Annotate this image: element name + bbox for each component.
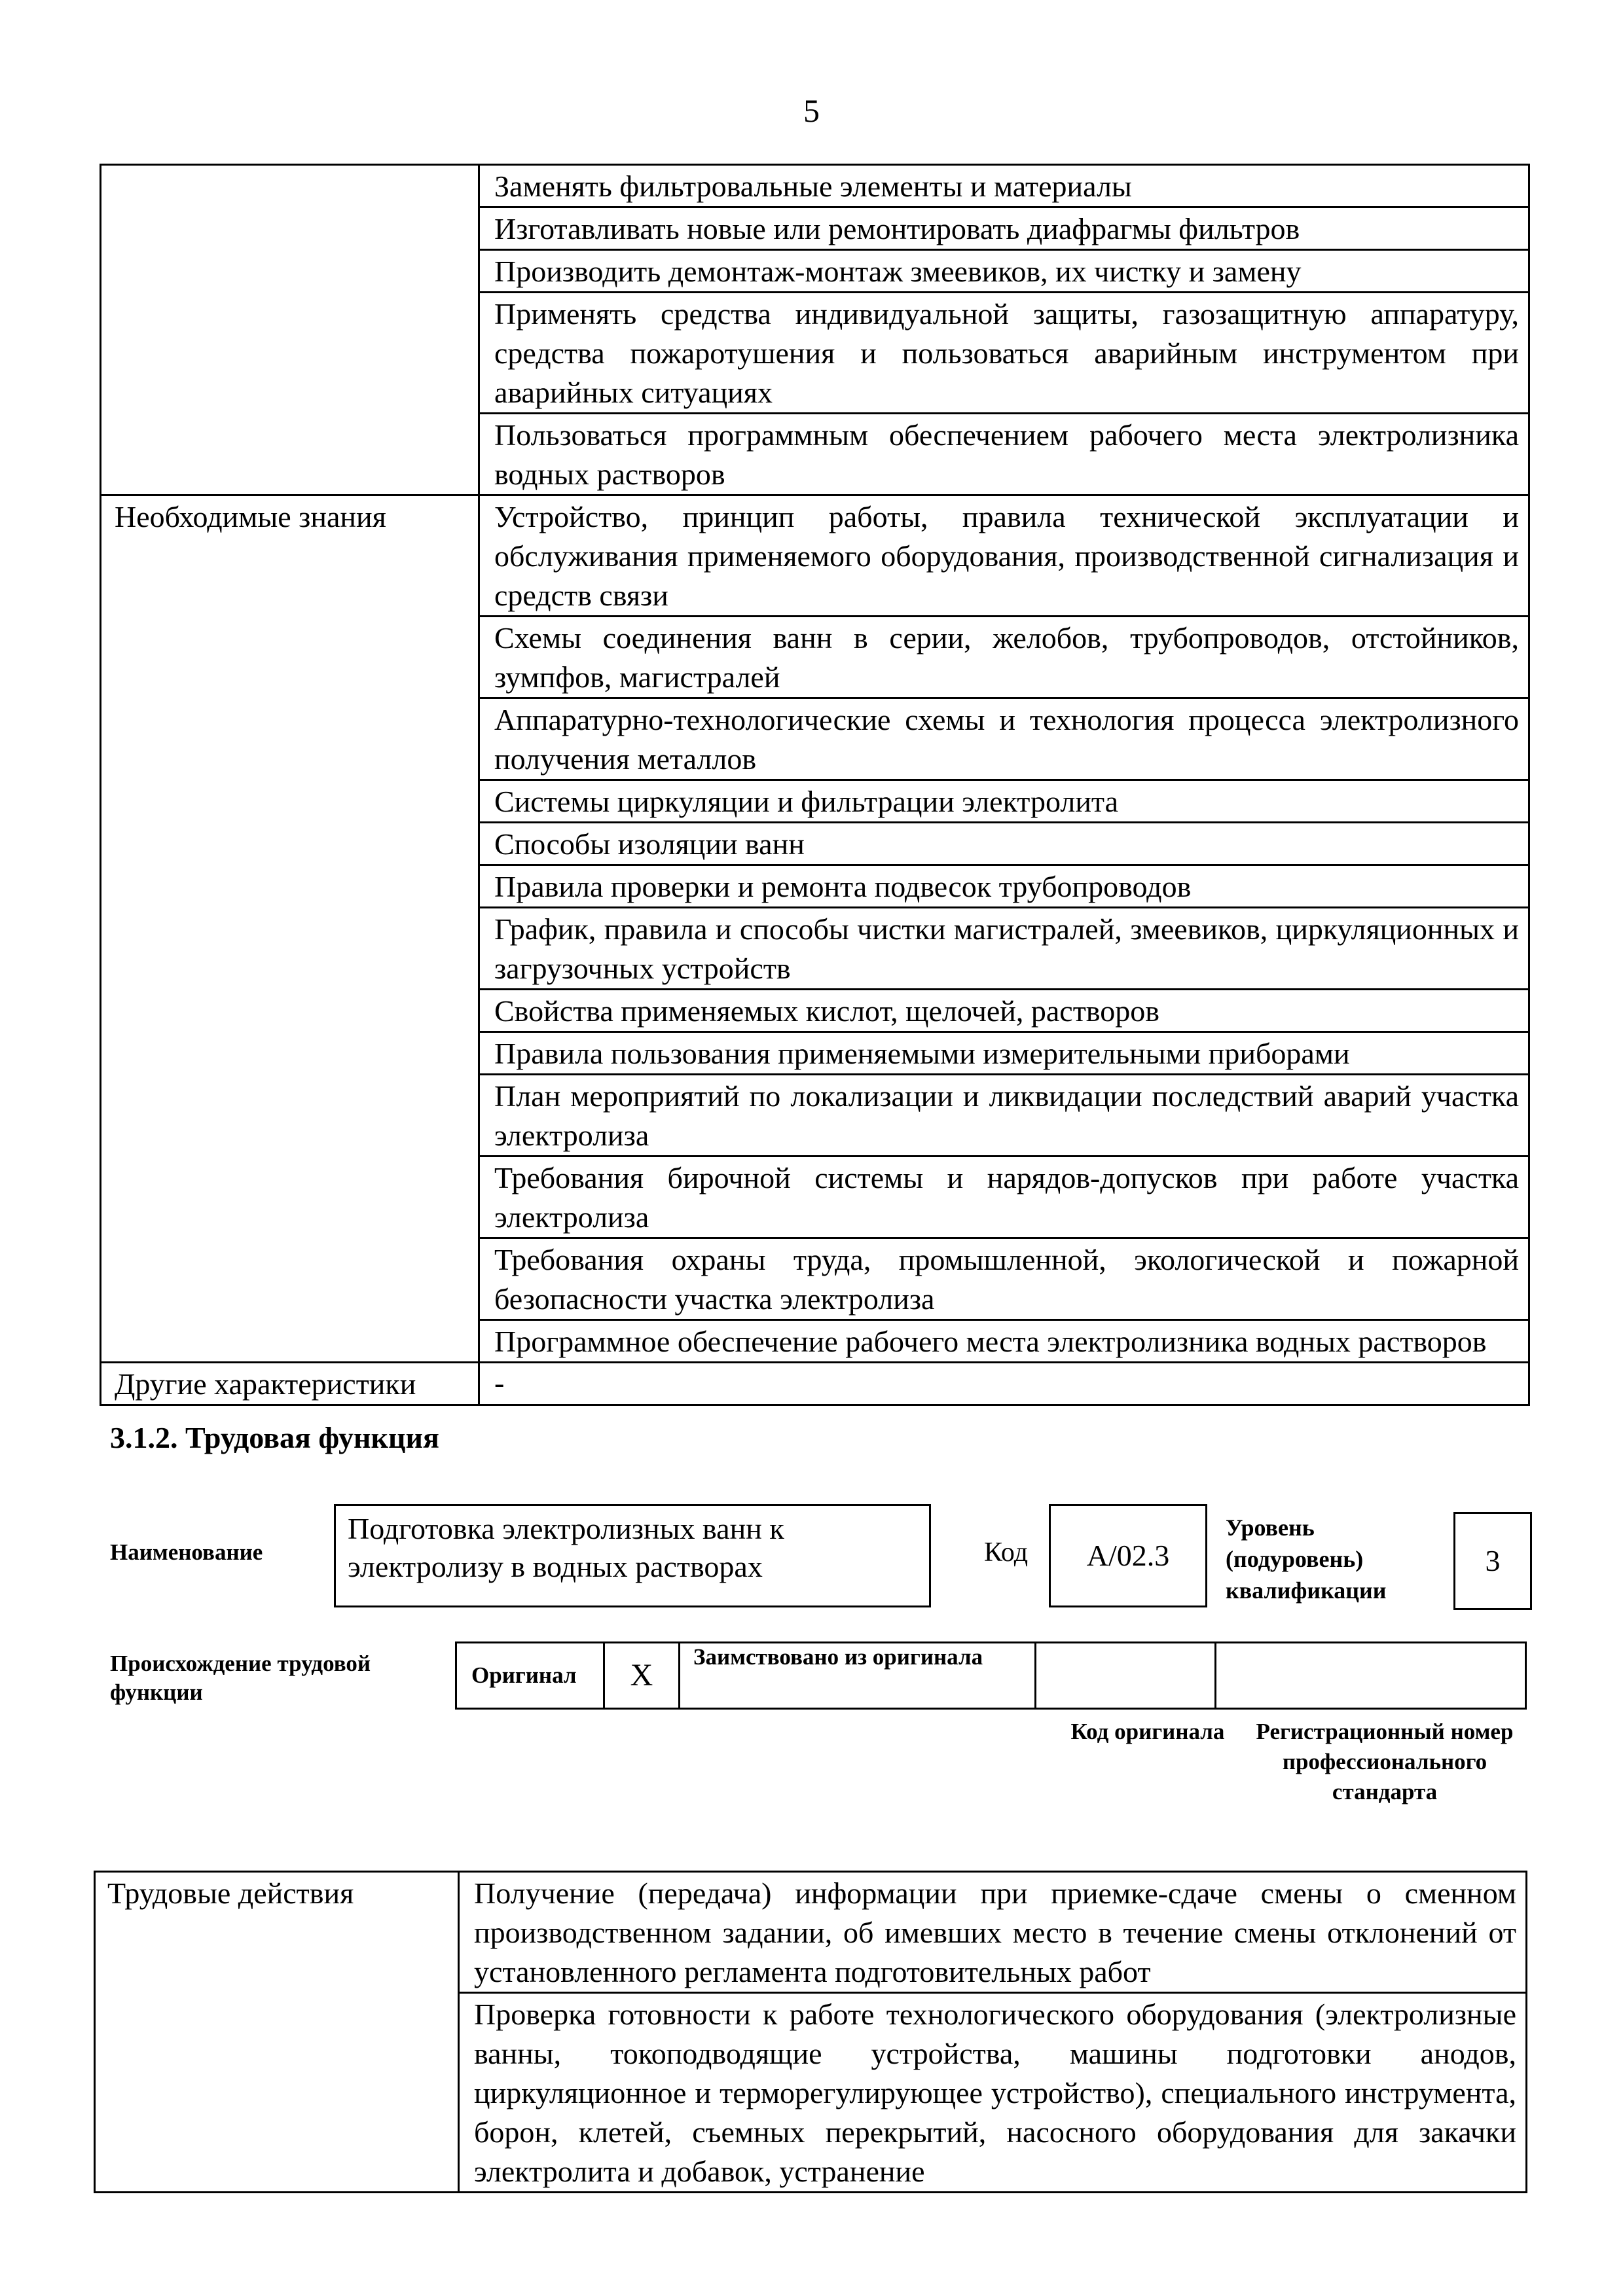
skill-row: Пользоваться программным обеспечением рабочего места электролизника водных растворов xyxy=(479,414,1529,495)
code-original-cell xyxy=(1036,1643,1216,1709)
knowledge-label: Необходимые знания xyxy=(101,495,479,1363)
knowledge-row: Свойства применяемых кислот, щелочей, растворов xyxy=(479,990,1529,1032)
labor-action-row: Получение (передача) информации при приемке-сдаче смены о сменном производственном задании, об имевших место в течение смены отклонений от установленного регламента подготовительных работ xyxy=(459,1872,1527,1993)
reg-number-caption: Регистрационный номер профессионального стандарта xyxy=(1256,1719,1514,1804)
knowledge-row: Требования охраны труда, промышленной, экологической и пожарной безопасности участка электролиза xyxy=(479,1238,1529,1320)
skill-row: Изготавливать новые или ремонтировать диафрагмы фильтров xyxy=(479,207,1529,250)
labor-actions-table xyxy=(94,1871,1527,2193)
original-label: Оригинал xyxy=(456,1643,604,1709)
skill-row: Применять средства индивидуальной защиты, газозащитную аппаратуру, средства пожаротушения и пользоваться аварийным инструментом при аварийных ситуациях xyxy=(479,293,1529,414)
code-label: Код xyxy=(984,1537,1029,1568)
name-value: Подготовка электролизных ванн к электролизу в водных растворах xyxy=(348,1512,784,1583)
knowledge-row: Правила пользования применяемыми измерительными приборами xyxy=(479,1032,1529,1075)
other-label: Другие характеристики xyxy=(101,1363,479,1405)
reg-number-cell xyxy=(1216,1643,1526,1709)
other-value: - xyxy=(479,1363,1529,1405)
name-box xyxy=(334,1504,931,1607)
level-label: Уровень (подуровень) квалификации xyxy=(1226,1515,1387,1604)
knowledge-row: Требования бирочной системы и нарядов-допусков при работе участка электролиза xyxy=(479,1157,1529,1238)
section-heading: 3.1.2. Трудовая функция xyxy=(110,1421,439,1454)
borrowed-label: Заимствовано из оригинала xyxy=(680,1643,1036,1709)
original-mark: X xyxy=(604,1643,680,1709)
knowledge-row: Способы изоляции ванн xyxy=(479,823,1529,865)
knowledge-row: График, правила и способы чистки магистралей, змеевиков, циркуляционных и загрузочных устройств xyxy=(479,908,1529,990)
skills-knowledge-table xyxy=(100,164,1530,1406)
level-value: 3 xyxy=(1485,1544,1501,1577)
code-box xyxy=(1049,1504,1207,1607)
knowledge-row: Системы циркуляции и фильтрации электролита xyxy=(479,780,1529,823)
knowledge-row: Схемы соединения ванн в серии, желобов, трубопроводов, отстойников, зумпфов, магистралей xyxy=(479,617,1529,698)
knowledge-row: План мероприятий по локализации и ликвидации последствий аварий участка электролиза xyxy=(479,1075,1529,1157)
labor-actions-label: Трудовые действия xyxy=(95,1872,459,2193)
knowledge-row: Программное обеспечение рабочего места электролизника водных растворов xyxy=(479,1320,1529,1363)
labor-action-row: Проверка готовности к работе технологического оборудования (электролизные ванны, токоподводящие устройства, машины подготовки анодов, циркуляционное и терморегулирующее устройство), специального инструмента, борон, клетей, съемных перекрытий, насосного оборудования для закачки электролита и добавок, устранение xyxy=(459,1993,1527,2193)
skills-label-cell xyxy=(101,165,479,495)
origin-table xyxy=(455,1641,1527,1710)
page-number: 5 xyxy=(803,92,820,129)
skill-row: Заменять фильтровальные элементы и материалы xyxy=(479,165,1529,207)
level-box xyxy=(1453,1512,1532,1610)
knowledge-row: Аппаратурно-технологические схемы и технология процесса электролизного получения металлов xyxy=(479,698,1529,780)
code-value: А/02.3 xyxy=(1086,1539,1170,1572)
skill-row: Производить демонтаж-монтаж змеевиков, их чистку и замену xyxy=(479,250,1529,293)
name-label: Наименование xyxy=(110,1539,263,1565)
origin-label: Происхождение трудовой функции xyxy=(110,1651,371,1705)
code-original-caption: Код оригинала xyxy=(1070,1719,1225,1744)
knowledge-row: Правила проверки и ремонта подвесок трубопроводов xyxy=(479,865,1529,908)
knowledge-row: Устройство, принцип работы, правила технической эксплуатации и обслуживания применяемого оборудования, производственной сигнализация и средств связи xyxy=(479,495,1529,617)
